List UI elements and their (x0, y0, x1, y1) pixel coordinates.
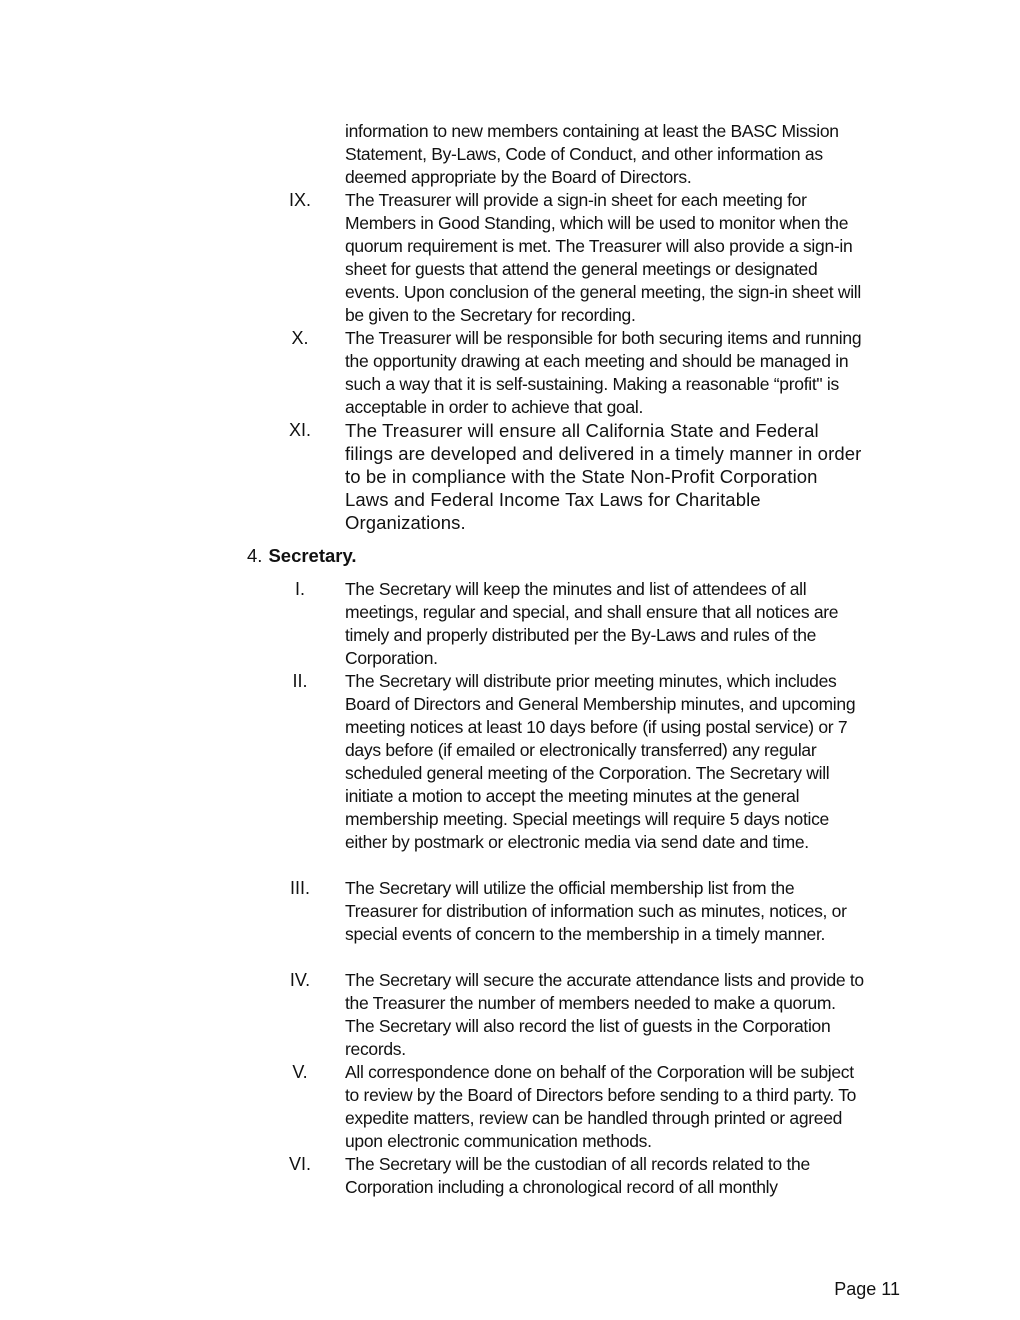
section-number: 4. (247, 545, 263, 566)
secretary-item-v: All correspondence done on behalf of the Corporation will be subject to review by the Board of Directors before sending to a third party. To expedite matters, review can be handled through printed or agreed upon electronic communication methods. (345, 1062, 857, 1151)
item-numeral-i: I. (294, 579, 305, 599)
item-numeral-x: X. (291, 328, 309, 348)
item-numeral-ix: IX. (288, 190, 311, 210)
secretary-item-i: The Secretary will keep the minutes and list of attendees of all meetings, regular and special, and shall ensure that all notices are timely and properly distributed per the By-Laws and rules of the Corporation. (345, 579, 839, 668)
item-numeral-ii: II. (292, 671, 308, 691)
intro-paragraph: information to new members containing at least the BASC Mission Statement, By-Laws, Code of Conduct, and other information as deemed appropriate by the Board of Directors. (345, 121, 839, 187)
secretary-item-vi: The Secretary will be the custodian of all records related to the Corporation including a chronological record of all monthly (345, 1154, 810, 1197)
secretary-item-iii: The Secretary will utilize the official membership list from the Treasurer for distribution of information such as minutes, notices, or special events of concern to the membership in a timely manner. (345, 878, 847, 944)
treasurer-item-ix: The Treasurer will provide a sign-in sheet for each meeting for Members in Good Standing, which will be used to monitor when the quorum requirement is met. The Treasurer will also provide a sign-in sheet for guests that attend the general meetings or designated events. Upon conclusion of the general meeting, the sign-in sheet will be given to the Secretary for recording. (345, 190, 861, 325)
secretary-item-ii: The Secretary will distribute prior meeting minutes, which includes Board of Directors and General Membership minutes, and upcoming meeting notices at least 10 days before (if using postal service) or 7 days before (if emailed or electronically transferred) any regular scheduled general meeting of the Corporation. The Secretary will initiate a motion to accept the meeting minutes at the general membership meeting. Special meetings will require 5 days notice either by postmark or electronic media via send date and time. (345, 671, 856, 852)
secretary-item-iv: The Secretary will secure the accurate attendance lists and provide to the Treasurer the number of members needed to make a quorum. The Secretary will also record the list of guests in the Corporation records. (345, 970, 864, 1059)
treasurer-item-x: The Treasurer will be responsible for both securing items and running the opportunity drawing at each meeting and should be managed in such a way that it is self-sustaining. Making a reasonable “profit" is acceptable in order to achieve that goal. (345, 328, 862, 417)
item-numeral-iv: IV. (289, 970, 311, 990)
section-title: Secretary. (268, 545, 357, 566)
section-heading-secretary (247, 544, 357, 567)
treasurer-item-xi: The Treasurer will ensure all California State and Federal filings are developed and delivered in a timely manner in order to be in compliance with the State Non-Profit Corporation Laws and Federal Income Tax Laws for Charitable Organizations. (345, 420, 862, 533)
item-numeral-v: V. (292, 1062, 308, 1082)
page-number: Page 11 (834, 1279, 900, 1299)
item-numeral-xi: XI. (288, 420, 311, 440)
item-numeral-vi: VI. (288, 1154, 311, 1174)
item-numeral-iii: III. (289, 878, 310, 898)
